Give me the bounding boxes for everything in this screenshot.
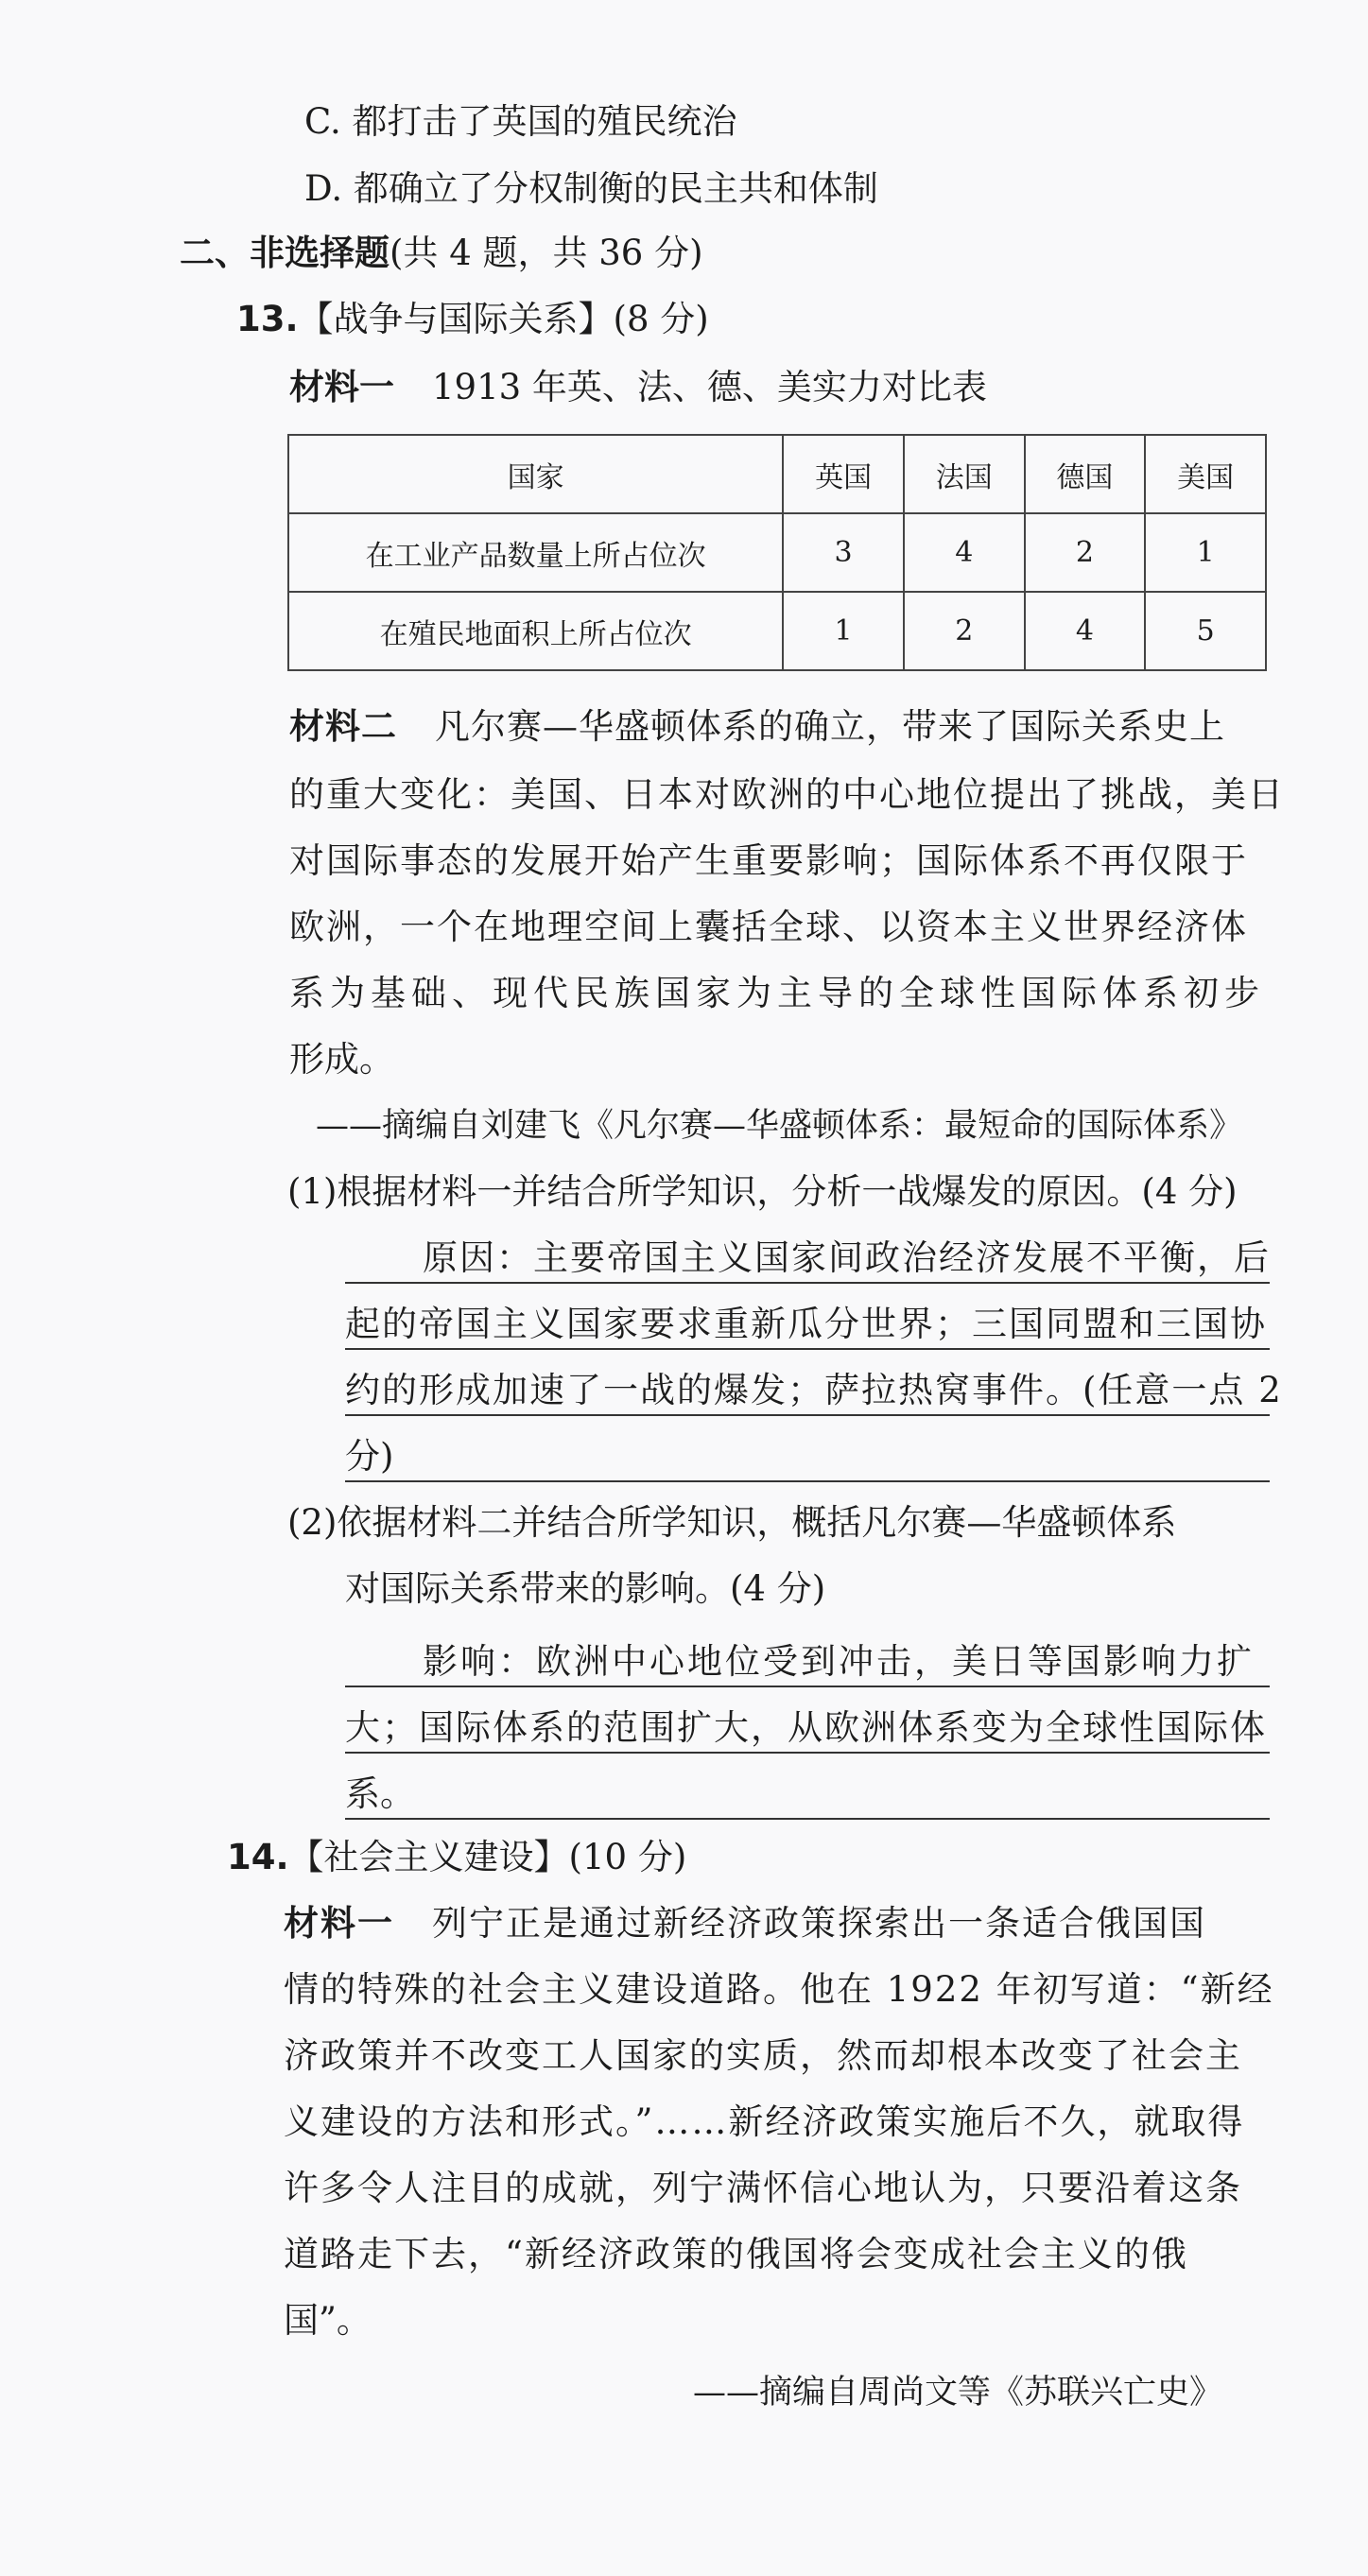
q13-sub2-answer-line: 大；国际体系的范围扩大，从欧洲体系变为全球性国际体 (345, 1704, 1270, 1754)
table-cell: 2 (1025, 513, 1146, 592)
table-row (288, 592, 1266, 670)
question-14-points: (10 分) (568, 1837, 687, 1877)
q13-material2-line (289, 703, 1225, 751)
question-14-number: 14. (227, 1837, 289, 1877)
table-cell: 5 (1145, 592, 1266, 670)
q13-sub1-answer-line: 原因：主要帝国主义国家间政治经济发展不平衡，后 (345, 1235, 1270, 1284)
table-header-cell: 英国 (783, 435, 904, 513)
q13-material2-line: 欧洲，一个在地理空间上囊括全球、以资本主义世界经济体 (289, 907, 1248, 947)
question-13-topic: 【战争与国际关系】 (298, 299, 614, 339)
question-14-topic: 【社会主义建设】 (288, 1837, 569, 1877)
q13-sub2-question: (2)依据材料二并结合所学知识，概括凡尔赛—华盛顿体系 (287, 1502, 1177, 1543)
question-13-number: 13. (236, 299, 299, 339)
q14-material1-line (284, 1900, 1206, 1947)
table-header-cell: 美国 (1145, 435, 1266, 513)
table-cell: 在殖民地面积上所占位次 (288, 592, 783, 670)
question-13-heading (236, 296, 709, 343)
q13-material1-label: 材料一 (289, 367, 394, 407)
q13-material2-source: ——摘编自刘建飞《凡尔赛—华盛顿体系：最短命的国际体系》 (316, 1107, 1243, 1145)
question-13-points: (8 分) (613, 299, 709, 339)
q14-material1-line: 许多令人注目的成就，列宁满怀信心地认为，只要沿着这条 (284, 2168, 1242, 2208)
q13-material2-line: 对国际事态的发展开始产生重要影响；国际体系不再仅限于 (289, 840, 1248, 881)
q13-sub1-question: (1)根据材料一并结合所学知识，分析一战爆发的原因。(4 分) (287, 1171, 1238, 1212)
table-header-row (288, 435, 1266, 513)
q13-material2-line: 的重大变化：美国、日本对欧洲的中心地位提出了挑战，美日 (289, 774, 1285, 815)
q14-material1-source: ——摘编自周尚文等《苏联兴亡史》 (693, 2374, 1223, 2412)
q13-sub2-answer-line: 系。 (345, 1771, 1270, 1820)
table-row (288, 513, 1266, 592)
table-header-cell: 法国 (904, 435, 1025, 513)
option-c: C. 都打击了英国的殖民统治 (304, 101, 737, 142)
question-14-heading (227, 1834, 686, 1881)
table-header-cell: 国家 (288, 435, 783, 513)
q13-sub2-question: 对国际关系带来的影响。(4 分) (345, 1568, 826, 1609)
section-heading (180, 230, 703, 277)
q14-material1-line: 国”。 (284, 2300, 372, 2341)
q13-sub1-answer-line: 起的帝国主义国家要求重新瓜分世界；三国同盟和三国协 (345, 1301, 1270, 1350)
section-meta: (共 4 题，共 36 分) (390, 233, 703, 273)
q13-material1-title: 1913 年英、法、德、美实力对比表 (432, 367, 987, 407)
option-d: D. 都确立了分权制衡的民主共和体制 (304, 168, 878, 209)
q13-material1-heading (289, 364, 987, 411)
q14-material1-line: 情的特殊的社会主义建设道路。他在 1922 年初写道：“新经 (284, 1969, 1274, 2010)
table-cell: 1 (1145, 513, 1266, 592)
table-cell: 3 (783, 513, 904, 592)
q13-sub2-answer-line: 影响：欧洲中心地位受到冲击，美日等国影响力扩 (345, 1638, 1270, 1687)
table-header-cell: 德国 (1025, 435, 1146, 513)
q14-material1-line: 济政策并不改变工人国家的实质，然而却根本改变了社会主 (284, 2035, 1242, 2076)
q14-material1-line: 道路走下去，“新经济政策的俄国将会变成社会主义的俄 (284, 2234, 1188, 2274)
q13-sub1-answer-line: 约的形成加速了一战的爆发；萨拉热窝事件。(任意一点 2 (345, 1367, 1270, 1416)
q14-material1-text: 列宁正是通过新经济政策探索出一条适合俄国国 (432, 1903, 1206, 1944)
table-cell: 2 (904, 592, 1025, 670)
q13-material2-line: 形成。 (289, 1039, 394, 1080)
q13-material2-line: 系为基础、现代民族国家为主导的全球性国际体系初步 (289, 973, 1265, 1013)
q13-material2-label: 材料二 (289, 706, 397, 747)
comparison-table (287, 434, 1267, 671)
table-cell: 4 (904, 513, 1025, 592)
q13-material2-text: 凡尔赛—华盛顿体系的确立，带来了国际关系史上 (435, 706, 1225, 747)
q14-material1-label: 材料一 (284, 1903, 394, 1944)
table-cell: 1 (783, 592, 904, 670)
q13-sub1-answer-line: 分) (345, 1433, 1270, 1482)
table-cell: 在工业产品数量上所占位次 (288, 513, 783, 592)
section-title: 二、非选择题 (180, 233, 390, 273)
q14-material1-line: 义建设的方法和形式。”……新经济政策实施后不久，就取得 (284, 2101, 1245, 2142)
table-cell: 4 (1025, 592, 1146, 670)
